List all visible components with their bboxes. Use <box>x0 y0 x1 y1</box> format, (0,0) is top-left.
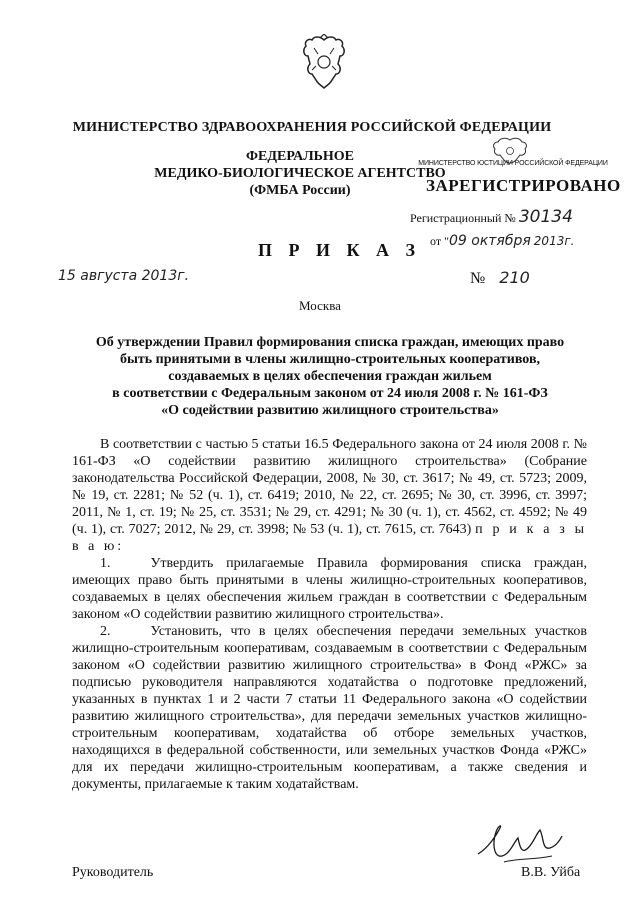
stamp-date-year: 2013г. <box>533 234 575 248</box>
stamp-date-prefix: от " <box>430 234 449 248</box>
document-title: П Р И К А З <box>258 240 422 260</box>
stamp-date-value: 09 октября <box>448 233 531 249</box>
order-body <box>72 436 587 793</box>
item-1-number: 1. <box>100 556 111 571</box>
agency-line-3: (ФМБА России) <box>249 183 351 198</box>
body-item-1 <box>72 555 587 623</box>
subject-line-2: быть принятыми в члены жилищно-строительных кооперативов, <box>119 352 541 367</box>
item-2-text: Установить, что в целях обеспечения передачи земельных участков жилищно-строительным кооперативам, создаваемым в соответствии с Федеральным законом «О содействии развитию жилищного строительства» в Фонд «РЖС» за подписью руководителя направляются ходатайства о подготовке предложений, указанных в пунктах 1 и 2 части 7 статьи 11 Федерального закона «О содействии развитию жилищного строительства», для передачи земельных участков жилищно-строительным кооперативам, ходатайства об отборе земельных участков, находящихся в федеральной собственности, или земельных участков Фонда «РЖС» для их передачи жилищно-строительным кооперативам, а также сведения и документы, прилагаемые к таким ходатайствам. <box>72 624 587 792</box>
signature-name: В.В. Уйба <box>521 865 581 880</box>
order-number-value: 210 <box>499 268 530 287</box>
body-intro: В соответствии с частью 5 статьи 16.5 Федерального закона от 24 июля 2008 г. № 161-ФЗ «О содействии развитию жилищного строительства» (Собрание законодательства Российской Федерации, 2008, № 30, ст. 3617; № 49, ст. 5723; 2009, № 19, ст. 2281; № 52 (ч. 1), ст. 6419; 2010, № 22, ст. 2695; № 30, ст. 3996, ст. 3997; 2011, № 1, ст. 19; № 25, ст. 3531; № 29, ст. 4291; № 30 (ч. 1), ст. 4562, ст. 4592; № 49 (ч. 1), ст. 7027; 2012, № 29, ст. 3998; № 53 (ч. 1), ст. 7615, ст. 7643) <box>72 437 587 537</box>
body-item-2 <box>72 623 587 793</box>
agency-line-2: МЕДИКО-БИОЛОГИЧЕСКОЕ АГЕНТСТВО <box>154 166 446 181</box>
stamp-header: МИНИСТЕРСТВО ЮСТИЦИИ РОССИЙСКОЙ ФЕДЕРАЦИИ <box>418 160 608 167</box>
stamp-reg-label: Регистрационный № <box>410 211 516 225</box>
stamp-reg-number: 30134 <box>518 207 573 227</box>
subject-line-4: в соответствии с Федеральным законом от 24 июля 2008 г. № 161-ФЗ <box>112 386 548 401</box>
stamp-registered: ЗАРЕГИСТРИРОВАНО <box>426 176 621 195</box>
body-intro-paragraph <box>72 436 587 555</box>
subject-line-5: «О содействии развитию жилищного строительства» <box>161 403 499 418</box>
russian-double-headed-eagle-emblem <box>300 34 348 92</box>
item-2-number: 2. <box>100 624 111 639</box>
subject-line-3: создаваемых в целях обеспечения граждан жильем <box>168 369 492 384</box>
handwritten-signature <box>474 818 564 868</box>
subject-line-1: Об утверждении Правил формирования списка граждан, имеющих право <box>95 335 565 350</box>
city: Москва <box>299 298 341 313</box>
body-prikazyvayu: п р и к а з ы в а ю: <box>72 522 588 554</box>
order-number-label: № <box>470 270 486 287</box>
stamp-date-line <box>430 233 574 249</box>
ministry-name: МИНИСТЕРСТВО ЗДРАВООХРАНЕНИЯ РОССИЙСКОЙ ФЕДЕРАЦИИ <box>72 120 552 135</box>
item-1-text: Утвердить прилагаемые Правила формирования списка граждан, имеющих право быть принятыми в члены жилищно-строительных кооперативов, создаваемых в целях обеспечения жильем граждан в соответствии с Федеральным законом «О содействии развитию жилищного строительства». <box>72 556 587 622</box>
stamp-reg-line <box>410 207 573 227</box>
agency-line-1: ФЕДЕРАЛЬНОЕ <box>245 149 354 164</box>
order-number <box>470 268 530 288</box>
order-date: 15 августа 2013г. <box>58 268 190 284</box>
registration-stamp <box>410 136 621 256</box>
agency-name <box>150 148 450 199</box>
signature-position: Руководитель <box>72 865 154 880</box>
order-subject <box>78 334 582 419</box>
